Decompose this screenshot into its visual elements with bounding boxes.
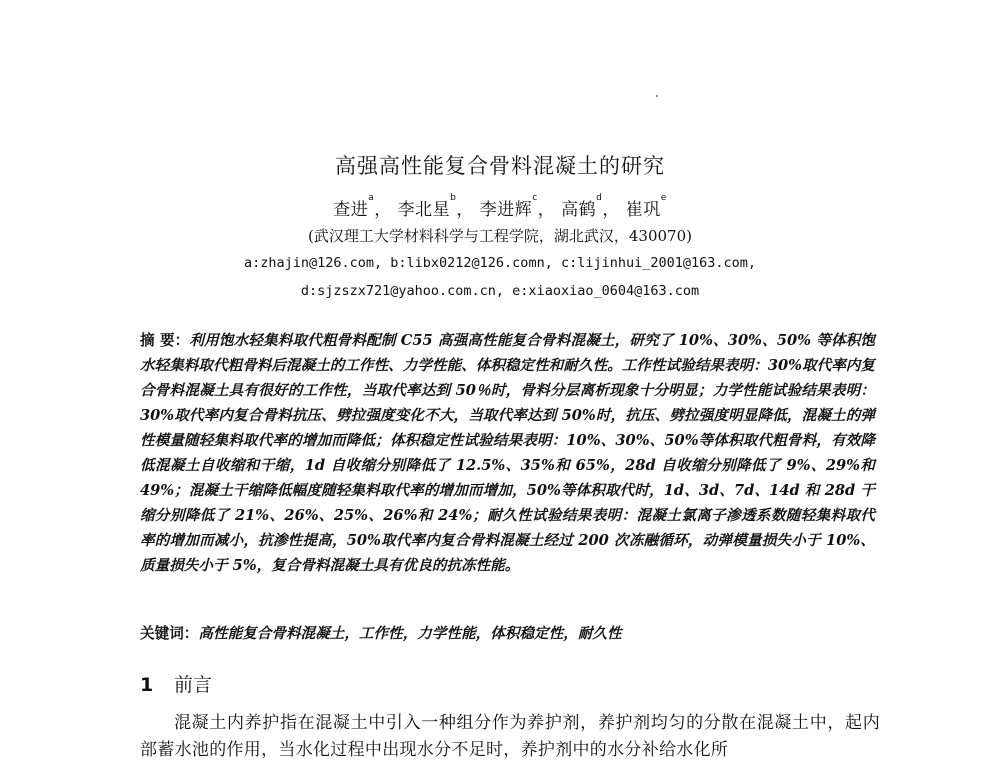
keywords bbox=[140, 622, 875, 643]
author: 高鹤$^d$， bbox=[561, 193, 620, 220]
affiliation: (武汉理工大学材料科学与工程学院，湖北武汉，430070) bbox=[308, 227, 692, 245]
author: 李进辉$^c$， bbox=[479, 193, 556, 220]
author: 崔巩$^e$ bbox=[625, 193, 667, 220]
abstract-label: 摘 要： bbox=[140, 332, 190, 349]
section-number: 1 bbox=[140, 674, 154, 696]
author: 李北星$^b$， bbox=[397, 193, 474, 220]
author: 查进$^a$， bbox=[333, 193, 392, 220]
body-paragraph: 混凝土内养护指在混凝土中引入一种组分作为养护剂，养护剂均匀的分散在混凝土中，起内部蓄水池的作用，当水化过程中出现水分不足时，养护剂中的水分补给水化所 bbox=[140, 713, 880, 760]
abstract-text: 利用饱水轻集料取代粗骨料配制 C55 高强高性能复合骨料混凝土，研究了 10%、30%、50% 等体积饱水轻集料取代粗骨料后混凝土的工作性、力学性能、体积稳定性和耐久性。工作性试验结果表明：30%取代率内复合骨料混凝土具有很好的工作性，当取代率达到 50％时，骨料分层离析现象十分明显；力学性能试验结果表明：30%取代率内复合骨料抗压、劈拉强度变化不大，当取代率达到 50%时，抗压、劈拉强度明显降低，混凝土的弹性模量随轻集料取代率的增加而降低；体积稳定性试验结果表明：10%、30%、50%等体积取代粗骨料，有效降低混凝土自收缩和干缩，1d 自收缩分别降低了 12.5%、35%和 65%，28d 自收缩分别降低了 9%、29%和 49%；混凝土干缩降低幅度随轻集料取代率的增加而增加，50%等体积取代时，1d、3d、7d、14d 和 28d 干缩分别降低了 21%、26%、25%、26%和 24%；耐久性试验结果表明：混凝土氯离子渗透系数随轻集料取代率的增加而减小，抗渗性提高，50%取代率内复合骨料混凝土经过 200 次冻融循环，动弹模量损失小于 10%、质量损失小于 5%，复合骨料混凝土具有优良的抗冻性能。 bbox=[140, 332, 875, 574]
author-line bbox=[0, 195, 1000, 220]
abstract bbox=[140, 328, 875, 578]
keywords-text: 高性能复合骨料混凝土，工作性，力学性能，体积稳定性，耐久性 bbox=[198, 625, 622, 642]
paper-title: 高强高性能复合骨料混凝土的研究 bbox=[335, 154, 665, 178]
author-emails-line-2: d:sjzszx721@yahoo.com.cn, e:xiaoxiao_0604@163.com bbox=[300, 283, 700, 299]
scan-speck bbox=[656, 95, 658, 97]
section-title: 前言 bbox=[174, 674, 213, 696]
keywords-label: 关键词： bbox=[140, 625, 199, 642]
section-heading bbox=[140, 670, 212, 697]
author-emails-line-1: a:zhajin@126.com, b:libx0212@126.comn, c:lijinhui_2001@163.com, bbox=[243, 255, 757, 271]
